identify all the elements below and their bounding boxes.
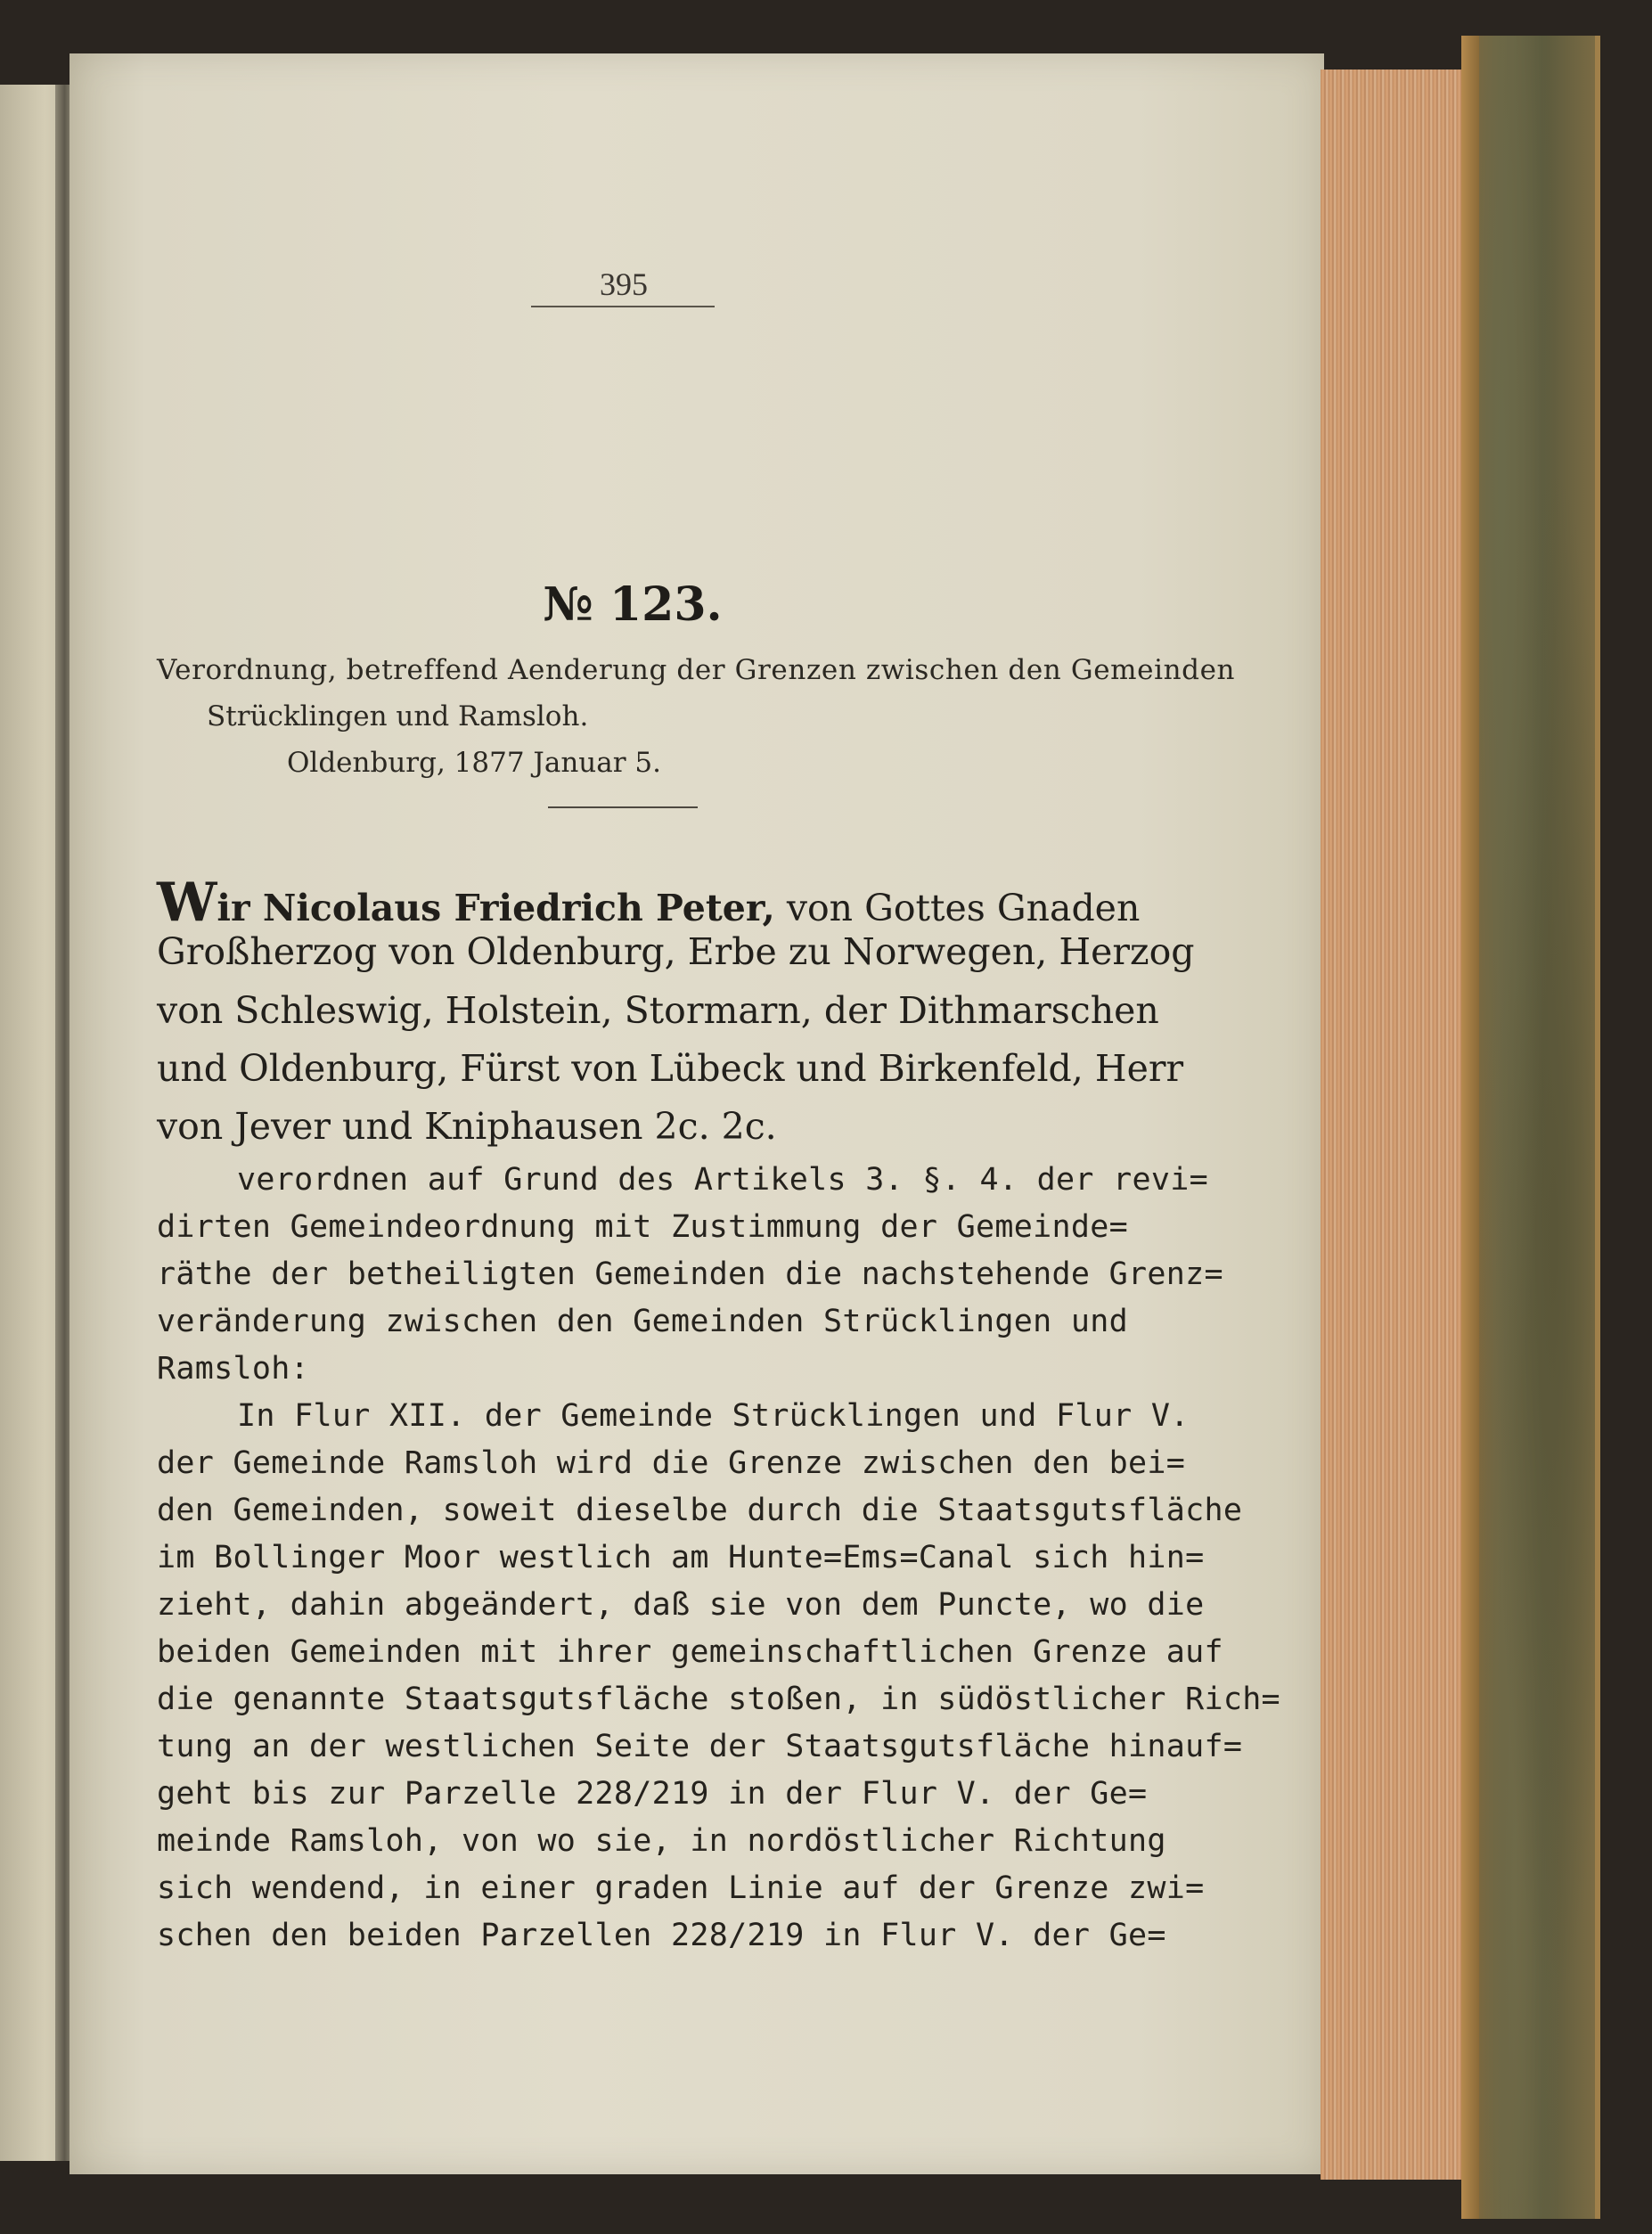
body-line: sich wendend, in einer graden Linie auf der Grenze zwi= — [157, 1870, 1205, 1906]
title-date-line: Oldenburg, 1877 Januar 5. — [287, 747, 661, 779]
title-line: Strücklingen und Ramsloh. — [207, 700, 589, 732]
body-line: der Gemeinde Ramsloh wird die Grenze zwischen den bei= — [157, 1445, 1186, 1481]
body-line: Ramsloh: — [157, 1351, 309, 1387]
body-line: zieht, dahin abgeändert, daß sie von dem Puncte, wo die — [157, 1587, 1205, 1623]
body-line: dirten Gemeindeordnung mit Zustimmung der Gemeinde= — [157, 1209, 1128, 1245]
body-line: im Bollinger Moor westlich am Hunte=Ems=Canal sich hin= — [157, 1540, 1205, 1575]
body-line: die genannte Staatsgutsfläche stoßen, in südöstlicher Rich= — [157, 1682, 1280, 1717]
body-line: verordnen auf Grund des Artikels 3. §. 4. der revi= — [237, 1162, 1208, 1198]
title-line: Verordnung, betreffend Aenderung der Grenzen zwischen den Gemeinden — [157, 654, 1236, 686]
intro-line: und Oldenburg, Fürst von Lübeck und Birkenfeld, Herr — [157, 1047, 1184, 1090]
body-line: In Flur XII. der Gemeinde Strücklingen und Flur V. — [237, 1398, 1190, 1434]
cover-spine-edge — [1461, 36, 1479, 2219]
body-line: schen den beiden Parzellen 228/219 in Flur V. der Ge= — [157, 1918, 1166, 1953]
body-line: veränderung zwischen den Gemeinden Strücklingen und — [157, 1304, 1128, 1339]
header-rule — [531, 306, 715, 307]
intro-line — [157, 872, 1141, 934]
title-rule — [548, 806, 698, 808]
page-edges — [1321, 70, 1463, 2180]
body-line: meinde Ramsloh, von wo sie, in nordöstlicher Richtung — [157, 1823, 1166, 1859]
body-line: den Gemeinden, soweit dieselbe durch die Staatsgutsfläche — [157, 1493, 1243, 1528]
body-line: geht bis zur Parzelle 228/219 in der Flur V. der Ge= — [157, 1776, 1148, 1812]
page-number: 395 — [600, 266, 648, 302]
intro-line-rest: von Gottes Gnaden — [774, 887, 1141, 929]
marbled-cover — [1461, 36, 1600, 2219]
drop-cap: W — [157, 872, 217, 934]
document-number: № 123. — [543, 577, 723, 632]
body-line: tung an der westlichen Seite der Staatsgutsfläche hinauf= — [157, 1729, 1243, 1764]
body-line: beiden Gemeinden mit ihrer gemeinschaftlichen Grenze auf — [157, 1634, 1223, 1670]
body-line: räthe der betheiligten Gemeinden die nachstehende Grenz= — [157, 1256, 1223, 1292]
sovereign-name: ir Nicolaus Friedrich Peter, — [217, 887, 775, 929]
intro-line: von Schleswig, Holstein, Stormarn, der Dithmarschen — [157, 989, 1159, 1032]
intro-line: Großherzog von Oldenburg, Erbe zu Norwegen, Herzog — [157, 930, 1195, 973]
intro-line: von Jever und Kniphausen 2c. 2c. — [157, 1105, 777, 1148]
